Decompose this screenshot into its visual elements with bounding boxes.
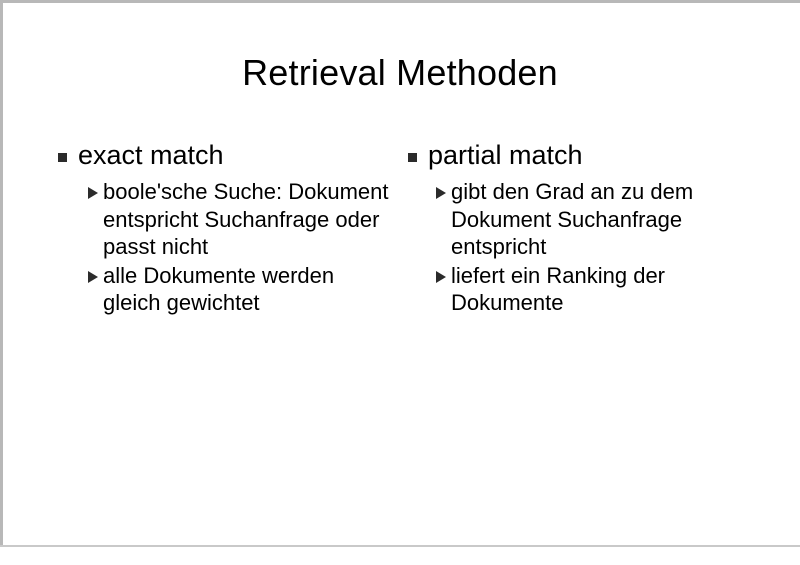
list-item-text: gibt den Grad an zu dem Dokument Suchanfrage entspricht bbox=[451, 179, 694, 260]
heading-text: exact match bbox=[78, 140, 224, 170]
heading-text: partial match bbox=[428, 140, 583, 170]
list-item bbox=[408, 262, 800, 317]
list-item bbox=[408, 178, 800, 261]
sub-list-exact-match bbox=[58, 178, 400, 317]
triangle-bullet-icon bbox=[436, 271, 446, 283]
list-item bbox=[58, 178, 400, 261]
sub-list-partial-match bbox=[408, 178, 800, 317]
list-item-text: liefert ein Ranking der Dokumente bbox=[451, 262, 666, 316]
slide-border-top bbox=[0, 0, 800, 3]
column-exact-match bbox=[0, 140, 400, 318]
page-title: Retrieval Methoden bbox=[242, 52, 558, 93]
list-item-text: boole'sche Suche: Dokument entspricht Suchanfrage oder passt nicht bbox=[103, 179, 389, 260]
column-heading-exact-match bbox=[58, 140, 400, 170]
content-columns bbox=[0, 140, 800, 318]
column-heading-partial-match bbox=[408, 140, 800, 170]
list-item-text: alle Dokumente werden gleich gewichtet bbox=[103, 262, 335, 316]
slide-border-bottom bbox=[0, 545, 800, 565]
square-bullet-icon bbox=[58, 153, 67, 162]
square-bullet-icon bbox=[408, 153, 417, 162]
list-item bbox=[58, 262, 400, 317]
column-partial-match bbox=[400, 140, 800, 318]
triangle-bullet-icon bbox=[88, 187, 98, 199]
triangle-bullet-icon bbox=[88, 271, 98, 283]
triangle-bullet-icon bbox=[436, 187, 446, 199]
